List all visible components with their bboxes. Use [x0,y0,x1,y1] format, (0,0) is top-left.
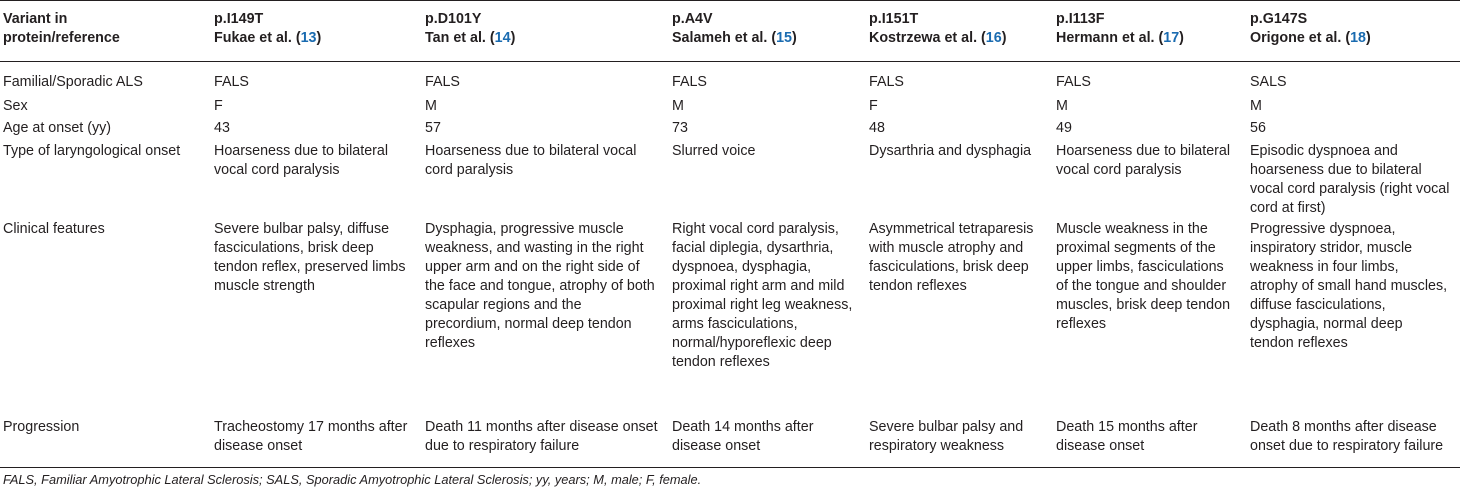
table-cell: M [1250,97,1262,114]
row-label: Familial/Sporadic ALS [3,74,143,90]
table-cell: F [214,97,223,114]
reference-link[interactable]: 13 [300,30,317,46]
table-row-familial-sporadic [0,62,1460,95]
reference-link[interactable]: 16 [985,30,1002,46]
table-cell: Death 14 months after disease onset [669,418,866,468]
table-row-laryngological-onset [0,140,1460,220]
table-cell: F [869,97,878,114]
table-cell: Tracheostomy 17 months after disease onset [211,418,422,468]
header-variant-2: p.D101Y Tan et al. (14) [422,1,669,62]
table-row-sex [0,95,1460,117]
table-cell: FALS [214,74,249,90]
table-row-clinical-features [0,220,1460,418]
row-label: Clinical features [3,220,105,237]
table-cell: M [425,97,437,114]
table-header [0,1,1460,62]
header-row-label: Variant in protein/reference [0,1,211,62]
table-cell: Right vocal cord paralysis, facial diplegia, dysarthria, dyspnoea, dysphagia, proximal right arm and mild proximal right leg weakness, arms fasciculations, normal/hyporeflexic deep tendon reflexes [672,220,853,370]
table-cell: Dysarthria and dysphagia [869,142,1032,159]
row-label: Age at onset (yy) [3,119,112,136]
table-cell: 43 [214,119,230,136]
table-cell: 56 [1250,119,1266,136]
table-cell: Death 11 months after disease onset due to respiratory failure [422,418,669,468]
table-cell: 49 [1056,119,1072,136]
table-cell: Hoarseness due to bilateral vocal cord paralysis [425,142,637,178]
table-cell: Severe bulbar palsy and respiratory weakness [866,418,1053,468]
table-cell: FALS [1056,74,1091,90]
row-label: Progression [0,418,211,468]
table-cell: FALS [869,74,904,90]
table-cell: Slurred voice [672,142,756,159]
table-cell: Dysphagia, progressive muscle weakness, and wasting in the right upper arm and on the right side of the face and tongue, atrophy of both scapular regions and the precordium, normal deep tendon reflexes [425,220,655,351]
table-row-progression [0,418,1460,468]
header-variant-3: p.A4V Salameh et al. (15) [669,1,866,62]
header-variant-6: p.G147S Origone et al. (18) [1247,1,1460,62]
table-cell: Progressive dyspnoea, inspiratory stridor, muscle weakness in four limbs, atrophy of small hand muscles, diffuse fasciculations, dysphagia, normal deep tendon reflexes [1250,220,1448,351]
table-cell: FALS [672,74,707,90]
table-cell: Hoarseness due to bilateral vocal cord paralysis [1056,142,1231,178]
table-cell: M [672,97,684,114]
row-label: Type of laryngological onset [3,142,181,159]
table-cell: Death 8 months after disease onset due to respiratory failure [1247,418,1460,468]
header-variant-4: p.I151T Kostrzewa et al. (16) [866,1,1053,62]
table-row-age-at-onset [0,117,1460,140]
reference-link[interactable]: 14 [494,30,511,46]
reference-link[interactable]: 18 [1350,30,1366,46]
table-cell: Death 15 months after disease onset [1053,418,1247,468]
table-cell: Asymmetrical tetraparesis with muscle atrophy and fasciculations, brisk deep tendon reflexes [869,220,1034,294]
table-cell: Hoarseness due to bilateral vocal cord paralysis [214,142,389,178]
table-cell: FALS [425,74,460,90]
table-cell: Muscle weakness in the proximal segments of the upper limbs, fasciculations of the tongue and shoulder muscles, brisk deep tendon reflexes [1056,220,1231,332]
reference-link[interactable]: 17 [1163,30,1180,46]
table-cell: SALS [1250,74,1287,90]
table-body [0,62,1460,468]
table-footnote: FALS, Familiar Amyotrophic Lateral Sclerosis; SALS, Sporadic Amyotrophic Lateral Sclerosis; yy, years; M, male; F, female. [3,472,702,487]
table-cell: 73 [672,119,688,136]
row-label: Sex [3,97,28,114]
table-cell: 48 [869,119,885,136]
header-row [0,1,1460,62]
header-variant-5: p.I113F Hermann et al. (17) [1053,1,1247,62]
reference-link[interactable]: 15 [776,30,792,46]
table-cell: Severe bulbar palsy, diffuse fasciculations, brisk deep tendon reflex, preserved limbs muscle strength [214,220,406,294]
table-cell: M [1056,97,1068,114]
header-variant-1: p.I149T Fukae et al. (13) [211,1,422,62]
table-cell: 57 [425,119,441,136]
table-cell: Episodic dyspnoea and hoarseness due to bilateral vocal cord paralysis (right vocal cord at first) [1250,142,1450,216]
